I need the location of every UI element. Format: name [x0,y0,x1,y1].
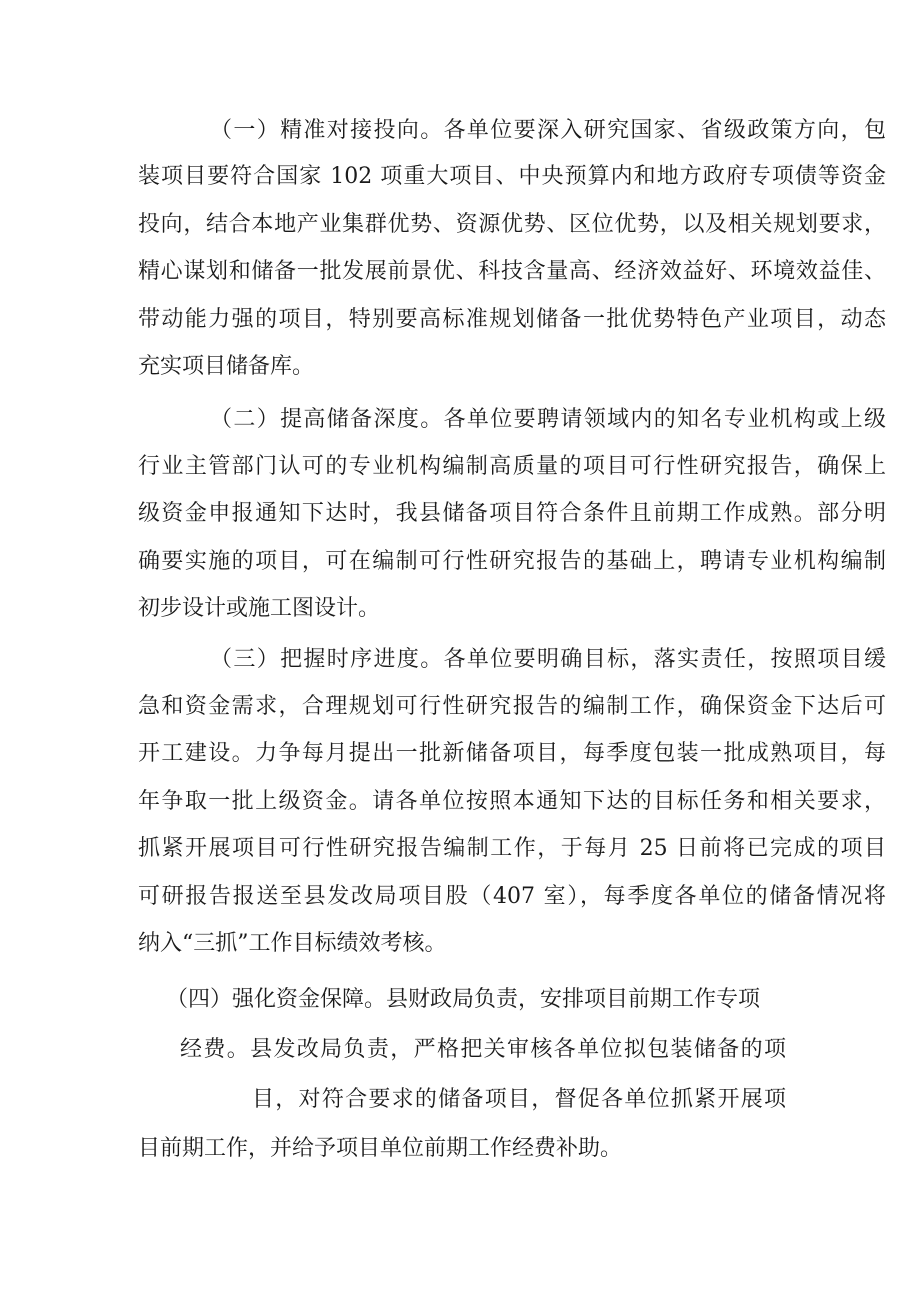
paragraph-4-line-4: 目前期工作，并给予项目单位前期工作经费补助。 [138,1136,623,1161]
paragraph-2-line-3: 级资金申报通知下达时，我县储备项目符合条件且前期工作成熟。部分明 [138,501,886,526]
paragraph-4-line-1: （四）强化资金保障。县财政局负责，安排项目前期工作专项 [166,987,761,1012]
paragraph-1-line-1: （一）精准对接投向。各单位要深入研究国家、省级政策方向，包 [210,118,886,143]
paragraph-3-line-1: （三）把握时序进度。各单位要明确目标，落实责任，按照项目缓 [210,647,886,672]
paragraph-1-line-3: 投向，结合本地产业集群优势、资源优势、区位优势，以及相关规划要求， [138,212,886,237]
paragraph-2-line-4: 确要实施的项目，可在编制可行性研究报告的基础上，聘请专业机构编制 [138,549,886,574]
paragraph-3-line-3: 开工建设。力争每月提出一批新储备项目，每季度包装一批成熟项目，每 [138,741,886,766]
paragraph-3-line-5: 抓紧开展项目可行性研究报告编制工作，于每月 25 日前将已完成的项目 [138,836,886,861]
paragraph-1-line-6: 充实项目储备库。 [138,354,315,379]
paragraph-2-line-5: 初步设计或施工图设计。 [138,596,381,621]
paragraph-3-line-7: 纳入“三抓”工作目标绩效考核。 [138,931,447,956]
paragraph-3-line-2: 急和资金需求，合理规划可行性研究报告的编制工作，确保资金下达后可 [138,694,886,719]
paragraph-1-line-5: 带动能力强的项目，特别要高标准规划储备一批优势特色产业项目，动态 [138,307,886,332]
paragraph-1-line-4: 精心谋划和储备一批发展前景优、科技含量高、经济效益好、环境效益佳、 [138,259,886,284]
paragraph-2-line-1: （二）提高储备深度。各单位要聘请领域内的知名专业机构或上级 [210,407,886,432]
paragraph-4-line-3: 目，对符合要求的储备项目，督促各单位抓紧开展项 [252,1087,786,1112]
paragraph-3-line-6: 可研报告报送至县发改局项目股（407 室），每季度各单位的储备情况将 [138,884,886,909]
paragraph-3-line-4: 年争取一批上级资金。请各单位按照本通知下达的目标任务和相关要求， [138,789,886,814]
paragraph-1-line-2: 装项目要符合国家 102 项重大项目、中央预算内和地方政府专项债等资金 [138,164,886,189]
paragraph-4-line-2: 经费。县发改局负责，严格把关审核各单位拟包装储备的项 [180,1037,786,1062]
paragraph-2-line-2: 行业主管部门认可的专业机构编制高质量的项目可行性研究报告，确保上 [138,454,886,479]
